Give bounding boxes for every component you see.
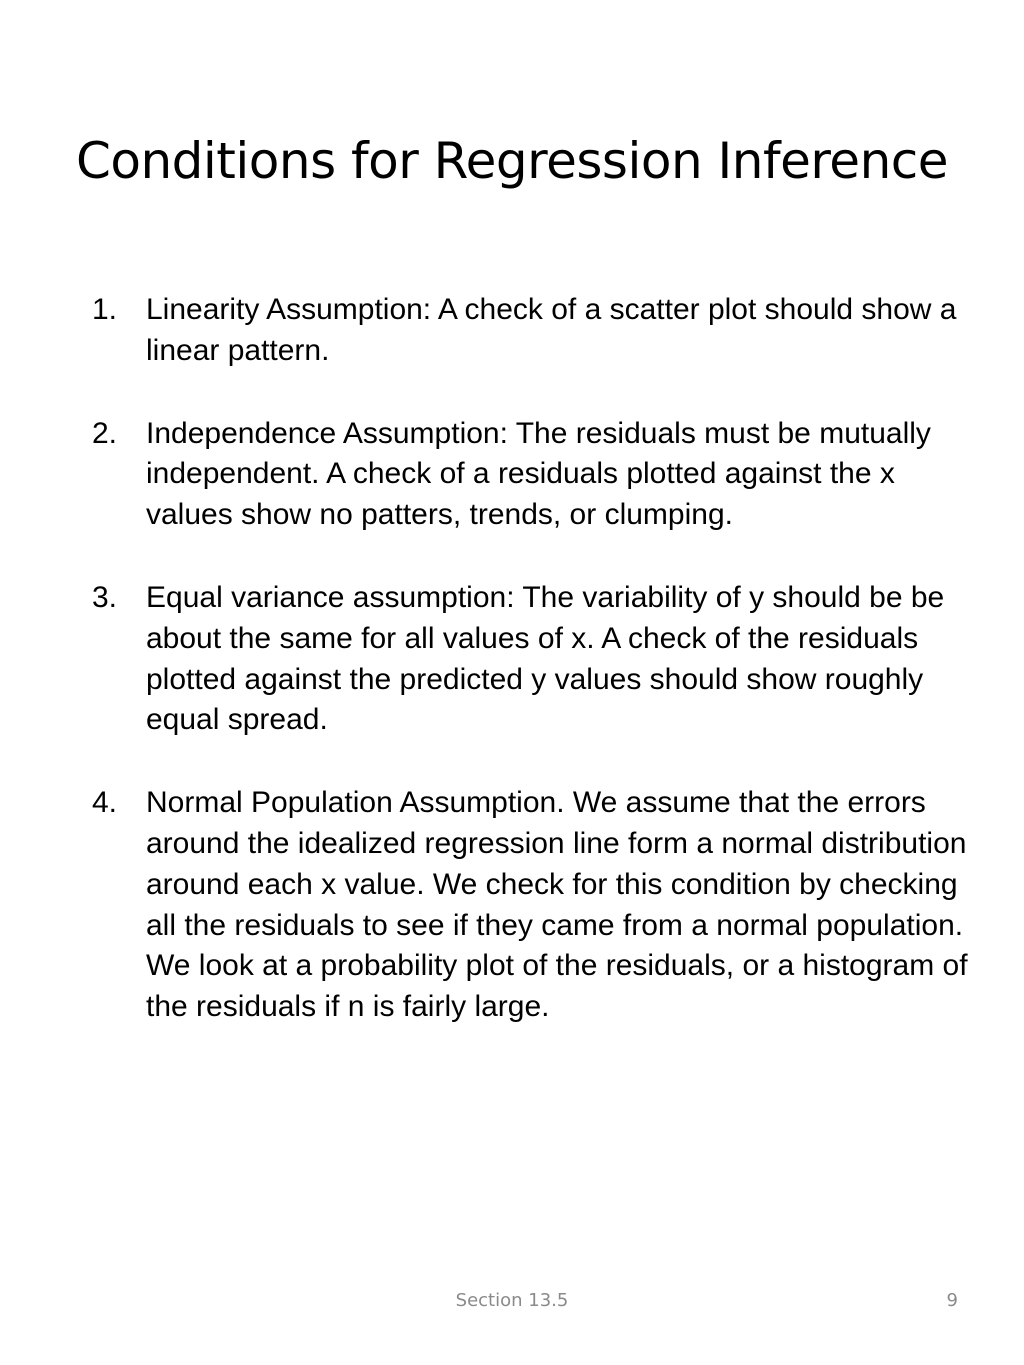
condition-number: 1.	[92, 293, 118, 326]
condition-number: 2.	[92, 416, 118, 450]
footer-section-label: Section 13.5	[455, 1290, 569, 1311]
condition-text: Normal Population Assumption. We assume that the errors around the idealized regression line form a normal distribution around each x value. We check for this condition by checking all the residuals to see if they came from a normal population. We look at a probability plot of the residuals, or a histogram of the residuals if n is fairly large.	[146, 786, 968, 1024]
footer-page-number: 9	[946, 1290, 958, 1311]
condition-item-normal-population	[92, 783, 972, 1028]
condition-item-equal-variance	[92, 578, 972, 741]
condition-number: 4.	[92, 786, 118, 820]
conditions-list	[92, 290, 972, 1070]
condition-text: Equal variance assumption: The variability of y should be be about the same for all values of x. A check of the residuals plotted against the predicted y values should show roughly equal spread.	[146, 580, 945, 737]
condition-text: Independence Assumption: The residuals must be mutually independent. A check of a residuals plotted against the x values show no patters, trends, or clumping.	[146, 416, 931, 532]
condition-text: Linearity Assumption: A check of a scatter plot should show a linear pattern.	[146, 293, 957, 367]
condition-number: 3.	[92, 580, 118, 614]
condition-item-independence	[92, 414, 972, 536]
condition-item-linearity	[92, 290, 972, 372]
slide-title: Conditions for Regression Inference	[75, 132, 949, 190]
